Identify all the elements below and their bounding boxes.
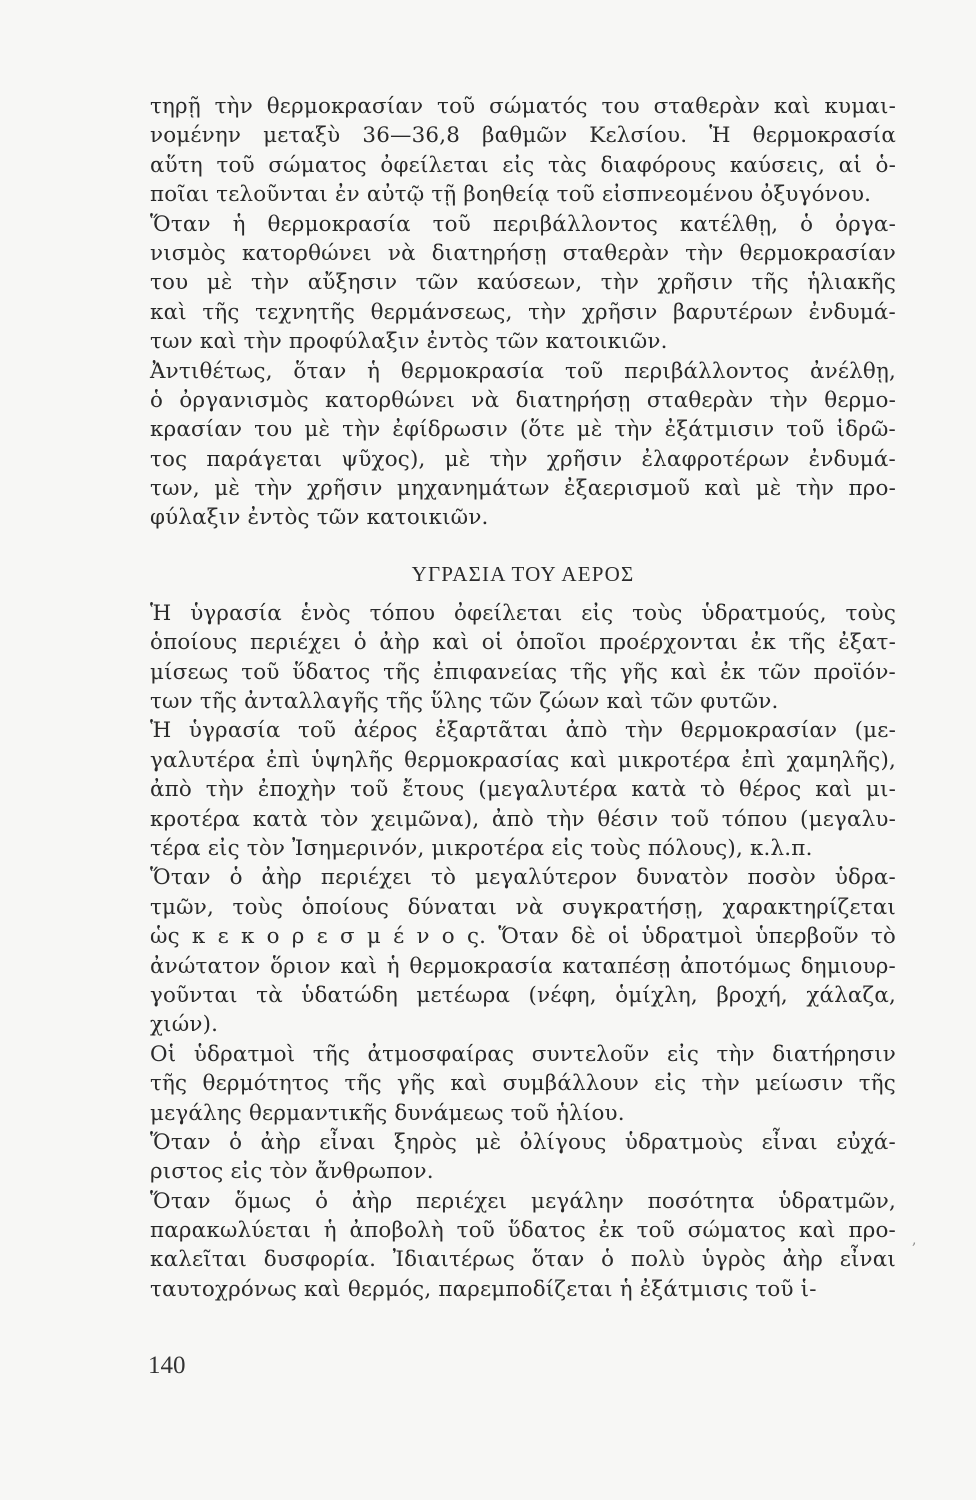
text-line: χιών).: [150, 1012, 219, 1038]
page-body: [150, 92, 896, 1304]
text-line: μεγάλης θερμαντικῆς δυνάμεως τοῦ ἡλίου.: [150, 1100, 625, 1126]
page-number: 140: [148, 1352, 186, 1379]
text-line: των καὶ τὴν προφύλαξιν ἐντὸς τῶν κατοικιῶν.: [150, 329, 668, 355]
text-line: παρακωλύεται ἡ ἀποβολὴ τοῦ ὕδατος ἐκ τοῦ σώματος καὶ προ-: [150, 1218, 896, 1244]
text-line: τῆς θερμότητος τῆς γῆς καὶ συμβάλλουν εἰς τὴν μείωσιν τῆς: [150, 1071, 896, 1097]
text-line: Ἡ ὑγρασία τοῦ ἀέρος ἐξαρτᾶται ἀπὸ τὴν θερμοκρασίαν (με-: [150, 718, 896, 744]
text-line: τμῶν, τοὺς ὁποίους δύναται νὰ συγκρατήσῃ, χαρακτηρίζεται: [150, 894, 896, 920]
text-line: νισμὸς κατορθώνει νὰ διατηρήσῃ σταθερὰν τὴν θερμοκρασίαν: [150, 240, 896, 266]
text-line: φύλαξιν ἐντὸς τῶν κατοικιῶν.: [150, 505, 489, 531]
text-line: Ὅταν ὅμως ὁ ἀὴρ περιέχει μεγάλην ποσότητα ὑδρατμῶν,: [150, 1188, 896, 1214]
text-line: ποῖαι τελοῦνται ἐν αὐτῷ τῇ βοηθείᾳ τοῦ εἰσπνεομένου ὀξυγόνου.: [150, 182, 872, 208]
text-line: καὶ τῆς τεχνητῆς θερμάνσεως, τὴν χρῆσιν βαρυτέρων ἐνδυμά-: [150, 299, 896, 325]
text-line: καλεῖται δυσφορία. Ἰδιαιτέρως ὅταν ὁ πολὺ ὑγρὸς ἀὴρ εἶναι: [150, 1247, 896, 1273]
text-line: κρασίαν του μὲ τὴν ἐφίδρωσιν (ὅτε μὲ τὴν ἐξάτμισιν τοῦ ἱδρῶ-: [150, 417, 896, 443]
text-line: ταυτοχρόνως καὶ θερμός, παρεμποδίζεται ἡ ἐξάτμισις τοῦ ἱ-: [150, 1276, 817, 1302]
paragraph: [150, 357, 896, 533]
paragraph: [150, 1040, 896, 1128]
text-line: μίσεως τοῦ ὕδατος τῆς ἐπιφανείας τῆς γῆς καὶ ἐκ τῶν προϊόν-: [150, 659, 896, 685]
text-line: Ὅταν ὁ ἀὴρ περιέχει τὸ μεγαλύτερον δυνατὸν ποσὸν ὑδρα-: [150, 865, 896, 891]
text-line: Οἱ ὑδρατμοὶ τῆς ἀτμοσφαίρας συντελοῦν εἰς τὴν διατήρησιν: [150, 1041, 896, 1067]
text-section-1: [150, 92, 896, 533]
text-line: των, μὲ τὴν χρῆσιν μηχανημάτων ἐξαερισμοῦ καὶ μὲ τὴν προ-: [150, 476, 896, 502]
text-line: ὁ ὀργανισμὸς κατορθώνει νὰ διατηρήσῃ σταθερὰν τὴν θερμο-: [150, 387, 896, 413]
text-line: ριστος εἰς τὸν ἄνθρωπον.: [150, 1159, 434, 1185]
text-line: γοῦνται τὰ ὑδατώδη μετέωρα (νέφη, ὁμίχλη, βροχή, χάλαζα,: [150, 982, 896, 1008]
text-line: νομένην μεταξὺ 36—36,8 βαθμῶν Κελσίου. Ἡ θερμοκρασία: [150, 123, 896, 149]
paragraph: [150, 210, 896, 357]
text-line: ἀνώτατον ὅριον καὶ ἡ θερμοκρασία καταπέσῃ ἀποτόμως δημιουρ-: [150, 953, 896, 979]
text-line: Ὅταν ἡ θερμοκρασία τοῦ περιβάλλοντος κατέλθῃ, ὁ ὀργα-: [150, 211, 896, 237]
section-heading: ΥΓΡΑΣΙΑ ΤΟΥ ΑΕΡΟΣ: [411, 561, 635, 586]
text-line: ἀπὸ τὴν ἐποχὴν τοῦ ἔτους (μεγαλυτέρα κατὰ τὸ θέρος καὶ μι-: [150, 777, 896, 803]
text-line: ὁποίους περιέχει ὁ ἀὴρ καὶ οἱ ὁποῖοι προέρχονται ἐκ τῆς ἐξατ-: [150, 630, 896, 656]
ink-speck: ,: [912, 1232, 917, 1248]
text-line: Ἀντιθέτως, ὅταν ἡ θερμοκρασία τοῦ περιβάλλοντος ἀνέλθῃ,: [150, 358, 896, 384]
text-line: τέρα εἰς τὸν Ἰσημερινόν, μικροτέρα εἰς τοὺς πόλους), κ.λ.π.: [150, 835, 813, 861]
paragraph: [150, 1187, 896, 1305]
text-line: ὡς κ ε κ ο ρ ε σ μ έ ν ο ς. Ὅταν δὲ οἱ ὑδρατμοὶ ὑπερβοῦν τὸ: [150, 924, 896, 950]
text-section-2: [150, 599, 896, 1304]
paragraph: [150, 1128, 896, 1187]
paragraph: [150, 863, 896, 1039]
text-line: τος παράγεται ψῦχος), μὲ τὴν χρῆσιν ἐλαφροτέρων ἐνδυμά-: [150, 446, 896, 472]
paragraph: [150, 716, 896, 863]
text-line: αὕτη τοῦ σώματος ὀφείλεται εἰς τὰς διαφόρους καύσεις, αἱ ὁ-: [150, 152, 896, 178]
paragraph: [150, 599, 896, 717]
text-line: των τῆς ἀνταλλαγῆς τῆς ὕλης τῶν ζώων καὶ τῶν φυτῶν.: [150, 689, 779, 715]
paragraph: [150, 92, 896, 210]
text-line: Ὅταν ὁ ἀὴρ εἶναι ξηρὸς μὲ ὀλίγους ὑδρατμοὺς εἶναι εὐχά-: [150, 1129, 896, 1155]
text-line: Ἡ ὑγρασία ἑνὸς τόπου ὀφείλεται εἰς τοὺς ὑδρατμούς, τοὺς: [150, 600, 896, 626]
text-line: του μὲ τὴν αὔξησιν τῶν καύσεων, τὴν χρῆσιν τῆς ἡλιακῆς: [150, 270, 896, 296]
text-line: γαλυτέρα ἐπὶ ὑψηλῆς θερμοκρασίας καὶ μικροτέρα ἐπὶ χαμηλῆς),: [150, 747, 896, 773]
text-line: κροτέρα κατὰ τὸν χειμῶνα), ἀπὸ τὴν θέσιν τοῦ τόπου (μεγαλυ-: [150, 806, 896, 832]
text-line: τηρῇ τὴν θερμοκρασίαν τοῦ σώματός του σταθερὰν καὶ κυμαι-: [150, 94, 896, 119]
